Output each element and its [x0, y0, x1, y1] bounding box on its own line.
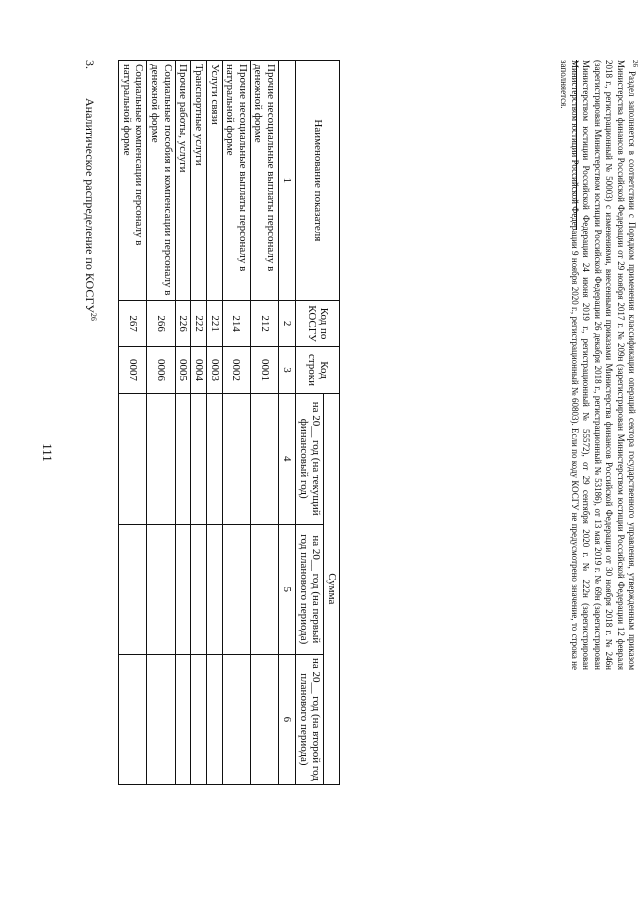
row-sum-current[interactable] — [222, 393, 250, 524]
table-row — [206, 61, 222, 785]
section-title — [82, 60, 98, 321]
footnote-ref: 26 — [631, 60, 639, 67]
row-code: 0001 — [250, 347, 278, 393]
column-number: 2 — [279, 300, 296, 347]
row-sum-first-plan[interactable] — [147, 524, 175, 654]
row-kosgu: 266 — [147, 300, 175, 347]
row-sum-current[interactable] — [175, 393, 191, 524]
column-number: 5 — [279, 524, 296, 654]
header-name: Наименование показателя — [296, 61, 340, 301]
table-row — [119, 61, 147, 785]
row-sum-second-plan[interactable] — [147, 654, 175, 784]
header-year-second-plan: на 20__ год (на второй год планового периода) — [296, 654, 324, 784]
header-year-current: на 20__ год (на текущий финансовый год) — [296, 393, 324, 524]
column-number: 4 — [279, 393, 296, 524]
row-sum-second-plan[interactable] — [206, 654, 222, 784]
row-sum-current[interactable] — [250, 393, 278, 524]
table-row — [222, 61, 250, 785]
row-code: 0004 — [191, 347, 207, 393]
row-kosgu: 267 — [119, 300, 147, 347]
row-sum-second-plan[interactable] — [175, 654, 191, 784]
column-number: 1 — [279, 61, 296, 301]
row-sum-first-plan[interactable] — [206, 524, 222, 654]
row-sum-second-plan[interactable] — [119, 654, 147, 784]
row-name: Транспортные услуги — [191, 61, 207, 301]
table-row — [250, 61, 278, 785]
row-name: Прочие работы, услуги — [175, 61, 191, 301]
row-sum-first-plan[interactable] — [175, 524, 191, 654]
table-row — [175, 61, 191, 785]
row-code: 0003 — [206, 347, 222, 393]
row-sum-second-plan[interactable] — [250, 654, 278, 784]
row-name: Услуги связи — [206, 61, 222, 301]
footnote — [557, 60, 640, 670]
section-number: 3. — [83, 60, 97, 69]
section-title-text: Аналитическое распределение по КОСГУ — [83, 98, 97, 313]
row-sum-first-plan[interactable] — [191, 524, 207, 654]
row-kosgu: 212 — [250, 300, 278, 347]
row-sum-first-plan[interactable] — [119, 524, 147, 654]
table-row — [147, 61, 175, 785]
column-number: 6 — [279, 654, 296, 784]
row-kosgu: 226 — [175, 300, 191, 347]
row-code: 0005 — [175, 347, 191, 393]
kosgu-table — [118, 60, 340, 785]
row-sum-current[interactable] — [147, 393, 175, 524]
row-sum-first-plan[interactable] — [250, 524, 278, 654]
row-sum-current[interactable] — [191, 393, 207, 524]
footnote-text: Раздел заполняется в соответствии с Порядком применения классификации операций сектора государственного управления, утвержденным приказом Министерства финансов Российской Федерации от 29 ноября 2017 г. № 209н (зарегистрирован Министерством юстиции Российской Федерации 12 февраля 2018 г., регистрационный № 50003) с изменениями, внесенными приказами Министерства финансов Российской Федерации от 30 ноября 2018 г. № 246н (зарегистрирован Министерством юстиции Российской Федерации 26 декабря 2018 г., регистрационный № 53186), от 13 мая 2019 г. № 69н (зарегистрирован Министерством юстиции Российской Федерации 24 июня 2019 г., регистрационный № 55572), от 29 сентября 2020 г. № 222н (зарегистрирован Министерством юстиции Российской Федерации 9 ноября 2020 г., регистрационный № 60803). Если по коду КОСГУ не предусмотрено значение, то строка не заполняется. — [558, 60, 637, 671]
row-sum-first-plan[interactable] — [222, 524, 250, 654]
header-year-first-plan: на 20__ год (на первый год планового периода) — [296, 524, 324, 654]
section-footnote-ref: 26 — [89, 312, 98, 321]
row-sum-current[interactable] — [119, 393, 147, 524]
row-name: Прочие несоциальные выплаты персоналу в денежной форме — [250, 61, 278, 301]
column-number: 3 — [279, 347, 296, 393]
row-kosgu: 214 — [222, 300, 250, 347]
row-sum-current[interactable] — [206, 393, 222, 524]
table-row — [191, 61, 207, 785]
row-code: 0007 — [119, 347, 147, 393]
row-sum-second-plan[interactable] — [191, 654, 207, 784]
row-name: Социальные компенсации персоналу в натуральной форме — [119, 61, 147, 301]
page-number: 111 — [40, 443, 55, 462]
header-sum: Сумма — [324, 393, 340, 784]
row-sum-second-plan[interactable] — [222, 654, 250, 784]
row-code: 0002 — [222, 347, 250, 393]
column-numbers-row — [279, 61, 296, 785]
row-name: Социальные пособия и компенсации персоналу в денежной форме — [147, 61, 175, 301]
row-kosgu: 221 — [206, 300, 222, 347]
row-kosgu: 222 — [191, 300, 207, 347]
header-kosgu: Код по КОСГУ — [296, 300, 340, 347]
header-row-code: Код строки — [296, 347, 340, 393]
row-code: 0006 — [147, 347, 175, 393]
row-name: Прочие несоциальные выплаты персоналу в натуральной форме — [222, 61, 250, 301]
